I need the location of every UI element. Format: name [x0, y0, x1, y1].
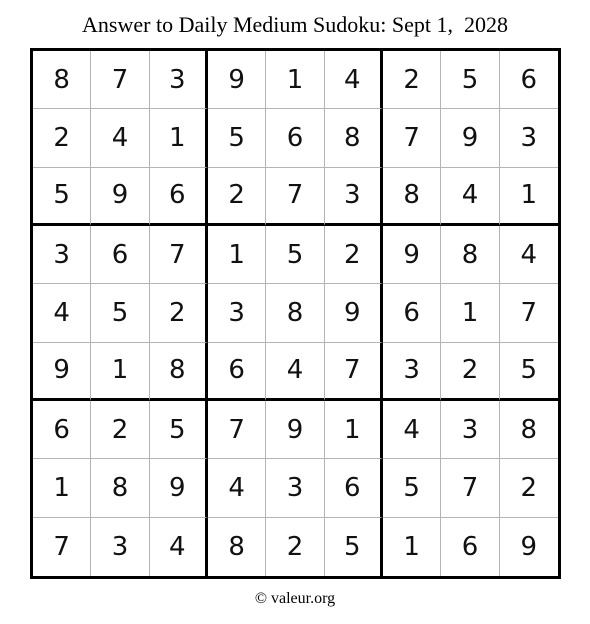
sudoku-board [30, 48, 561, 579]
sudoku-cell[interactable]: 5 [150, 401, 208, 459]
sudoku-cell[interactable]: 9 [208, 51, 266, 109]
sudoku-cell[interactable]: 4 [383, 401, 441, 459]
sudoku-cell[interactable]: 6 [500, 51, 558, 109]
sudoku-cell[interactable]: 4 [441, 168, 499, 226]
sudoku-cell[interactable]: 1 [325, 401, 383, 459]
sudoku-cell[interactable]: 3 [325, 168, 383, 226]
sudoku-cell[interactable]: 8 [325, 109, 383, 167]
sudoku-cell[interactable]: 3 [500, 109, 558, 167]
sudoku-cell[interactable]: 4 [500, 226, 558, 284]
sudoku-cell[interactable]: 1 [91, 343, 149, 401]
sudoku-cell[interactable]: 3 [208, 284, 266, 342]
sudoku-cell[interactable]: 1 [266, 51, 324, 109]
sudoku-cell[interactable]: 1 [383, 518, 441, 576]
sudoku-cell[interactable]: 9 [441, 109, 499, 167]
sudoku-cell[interactable]: 5 [325, 518, 383, 576]
sudoku-cell[interactable]: 2 [500, 459, 558, 517]
sudoku-cell[interactable]: 6 [325, 459, 383, 517]
sudoku-cell[interactable]: 2 [208, 168, 266, 226]
page-title: Answer to Daily Medium Sudoku: Sept 1, 2028 [82, 12, 508, 37]
sudoku-cell[interactable]: 7 [441, 459, 499, 517]
sudoku-cell[interactable]: 8 [208, 518, 266, 576]
sudoku-cell[interactable]: 4 [150, 518, 208, 576]
sudoku-cell[interactable]: 1 [500, 168, 558, 226]
sudoku-cell[interactable]: 7 [208, 401, 266, 459]
sudoku-cell[interactable]: 3 [441, 401, 499, 459]
sudoku-cell[interactable]: 2 [325, 226, 383, 284]
sudoku-cell[interactable]: 4 [266, 343, 324, 401]
sudoku-cell[interactable]: 6 [266, 109, 324, 167]
sudoku-cell[interactable]: 4 [208, 459, 266, 517]
sudoku-cell[interactable]: 4 [33, 284, 91, 342]
sudoku-cell[interactable]: 1 [441, 284, 499, 342]
sudoku-cell[interactable]: 3 [150, 51, 208, 109]
sudoku-cell[interactable]: 5 [383, 459, 441, 517]
sudoku-cell[interactable]: 7 [500, 284, 558, 342]
sudoku-cell[interactable]: 6 [33, 401, 91, 459]
sudoku-cell[interactable]: 9 [520, 531, 538, 562]
sudoku-cell[interactable]: 7 [33, 518, 91, 576]
sudoku-cell[interactable]: 6 [91, 226, 149, 284]
sudoku-cell[interactable]: 5 [208, 109, 266, 167]
sudoku-cell[interactable]: 7 [325, 343, 383, 401]
sudoku-cell[interactable]: 8 [500, 401, 558, 459]
sudoku-cell[interactable]: 8 [91, 459, 149, 517]
sudoku-cell[interactable]: 8 [383, 168, 441, 226]
copyright-footer: © valeur.org [254, 590, 336, 607]
sudoku-cell[interactable]: 5 [91, 284, 149, 342]
sudoku-cell[interactable]: 9 [33, 343, 91, 401]
sudoku-cell[interactable]: 8 [150, 343, 208, 401]
sudoku-cell[interactable]: 8 [441, 226, 499, 284]
sudoku-cell[interactable]: 8 [33, 51, 91, 109]
sudoku-cell[interactable]: 9 [266, 401, 324, 459]
sudoku-cell[interactable]: 5 [500, 343, 558, 401]
sudoku-cell[interactable]: 1 [150, 109, 208, 167]
sudoku-cell[interactable]: 4 [91, 109, 149, 167]
sudoku-cell[interactable]: 2 [33, 109, 91, 167]
sudoku-cell[interactable]: 9 [91, 168, 149, 226]
sudoku-cell[interactable]: 1 [208, 226, 266, 284]
sudoku-cell[interactable]: 2 [91, 401, 149, 459]
sudoku-cell[interactable]: 5 [266, 226, 324, 284]
sudoku-cell[interactable]: 7 [383, 109, 441, 167]
sudoku-cell[interactable]: 9 [325, 284, 383, 342]
sudoku-cell[interactable]: 3 [33, 226, 91, 284]
sudoku-cell[interactable]: 6 [383, 284, 441, 342]
sudoku-cell[interactable]: 3 [91, 518, 149, 576]
sudoku-cell[interactable]: 2 [383, 51, 441, 109]
sudoku-cell[interactable]: 8 [266, 284, 324, 342]
sudoku-cell[interactable]: 7 [266, 168, 324, 226]
sudoku-cell[interactable]: 3 [383, 343, 441, 401]
sudoku-cell[interactable]: 5 [33, 168, 91, 226]
sudoku-cell[interactable]: 6 [441, 518, 499, 576]
sudoku-cell[interactable]: 9 [150, 459, 208, 517]
sudoku-cell[interactable]: 6 [150, 168, 208, 226]
sudoku-cell[interactable]: 2 [266, 518, 324, 576]
sudoku-cell[interactable]: 1 [33, 459, 91, 517]
sudoku-cell[interactable]: 9 [383, 226, 441, 284]
sudoku-cell[interactable]: 6 [208, 343, 266, 401]
sudoku-cell[interactable]: 5 [441, 51, 499, 109]
sudoku-cell[interactable]: 4 [325, 51, 383, 109]
sudoku-cell[interactable]: 3 [266, 459, 324, 517]
sudoku-cell[interactable]: 2 [150, 284, 208, 342]
sudoku-cell[interactable]: 2 [441, 343, 499, 401]
sudoku-cell[interactable]: 7 [91, 51, 149, 109]
sudoku-cell[interactable]: 7 [150, 226, 208, 284]
